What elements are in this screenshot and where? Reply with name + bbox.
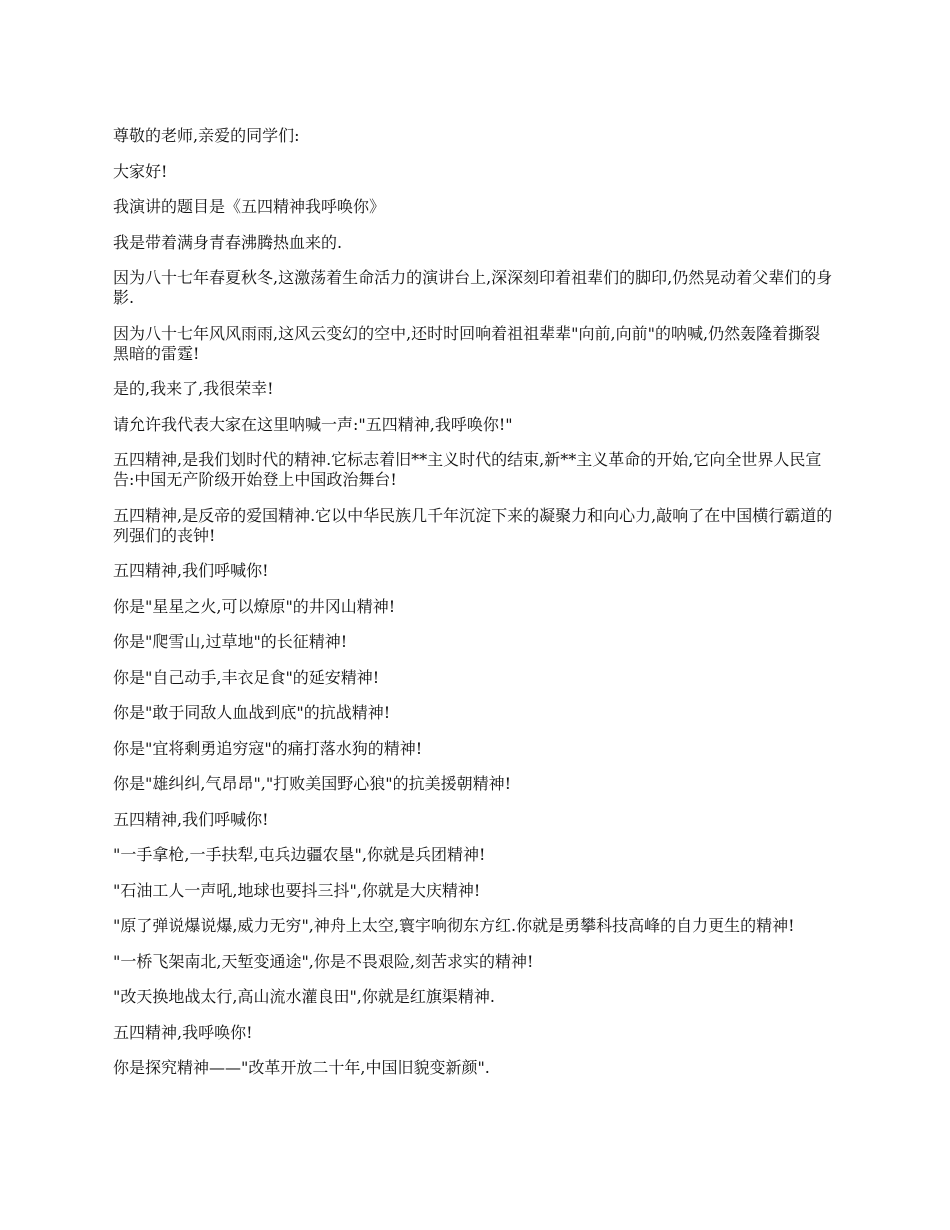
paragraph: 你是"雄纠纠,气昂昂","打败美国野心狼"的抗美援朝精神! — [113, 774, 512, 793]
paragraph-title: 我演讲的题目是《五四精神我呼唤你》 — [113, 197, 386, 216]
paragraph: 五四精神,是反帝的爱国精神.它以中华民族几千年沉淀下来的凝聚力和向心力,敲响了在中国横行霸道的列强们的丧钟! — [113, 505, 833, 545]
paragraph: 五四精神,我呼唤你! — [113, 1022, 253, 1042]
paragraph: "一手拿枪,一手扶犁,屯兵边疆农垦",你就是兵团精神! — [113, 845, 486, 864]
paragraph: 你是探究精神——"改革开放二十年,中国旧貌变新颜". — [113, 1058, 490, 1077]
paragraph: 你是"敢于同敌人血战到底"的抗战精神! — [113, 703, 391, 722]
paragraph: 因为八十七年风风雨雨,这风云变幻的空中,还时时回响着祖祖辈辈"向前,向前"的呐喊,仍然轰隆着撕裂黑暗的雷霆! — [113, 323, 821, 363]
paragraph: 我是带着满身青春沸腾热血来的. — [113, 232, 343, 252]
paragraph: 你是"爬雪山,过草地"的长征精神! — [113, 632, 348, 651]
paragraph: "原了弹说爆说爆,威力无穷",神舟上太空,寰宇响彻东方红.你就是勇攀科技高峰的自力更生的精神! — [113, 916, 795, 935]
paragraph: 五四精神,是我们划时代的精神.它标志着旧**主义时代的结束,新**主义革命的开始,它向全世界人民宣告:中国无产阶级开始登上中国政治舞台! — [113, 450, 822, 489]
paragraph: 是的,我来了,我很荣幸! — [113, 379, 274, 398]
paragraph: "改天换地战太行,高山流水灌良田",你就是红旗渠精神. — [113, 987, 495, 1006]
paragraph: "一桥飞架南北,天堑变通途",你是不畏艰险,刻苦求实的精神! — [113, 951, 534, 971]
paragraph: 请允许我代表大家在这里呐喊一声:"五四精神,我呼唤你!" — [113, 414, 513, 434]
paragraph: 五四精神,我们呼喊你! — [113, 561, 269, 580]
paragraph: 五四精神,我们呼喊你! — [113, 809, 269, 829]
paragraph: 你是"自己动手,丰衣足食"的延安精神! — [113, 667, 380, 687]
paragraph-salutation: 尊敬的老师,亲爱的同学们: — [113, 126, 300, 145]
paragraph: 因为八十七年春夏秋冬,这激荡着生命活力的演讲台上,深深刻印着祖辈们的脚印,仍然晃动着父辈们的身影. — [113, 268, 833, 307]
paragraph: 你是"星星之火,可以燎原"的井冈山精神! — [113, 596, 396, 616]
paragraph-greeting: 大家好! — [113, 161, 168, 181]
paragraph: "石油工人一声吼,地球也要抖三抖",你就是大庆精神! — [113, 880, 481, 900]
speech-body — [113, 126, 835, 1094]
paragraph: 你是"宜将剩勇追穷寇"的痛打落水狗的精神! — [113, 738, 423, 758]
